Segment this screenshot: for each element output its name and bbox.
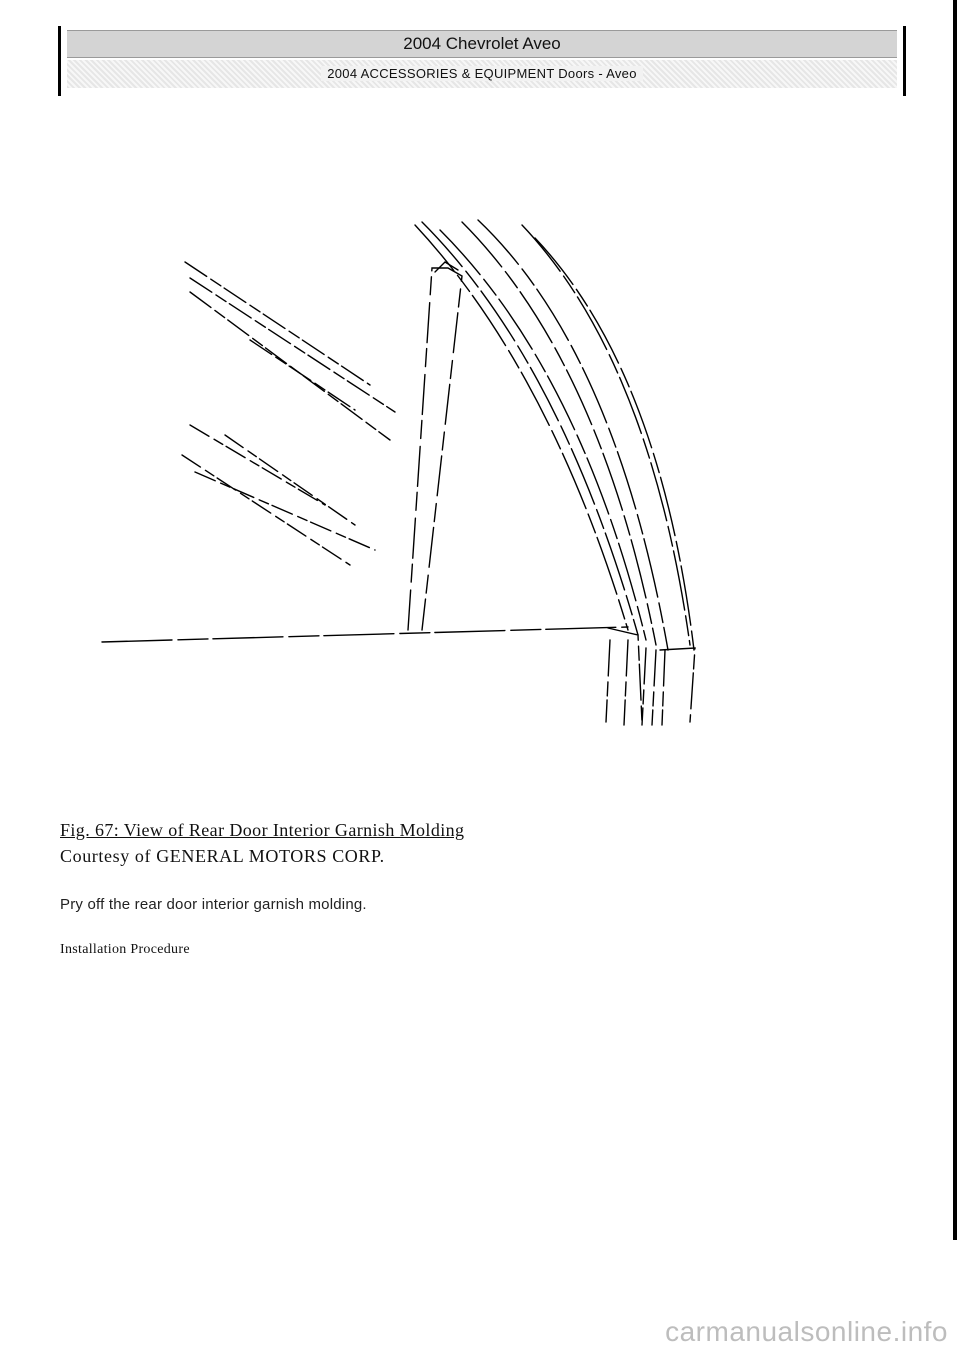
glass-reflection-lines-lower	[182, 425, 375, 565]
figure-caption	[60, 818, 464, 868]
site-watermark: carmanualsonline.info	[665, 1316, 948, 1347]
lower-pillar-lines	[606, 628, 695, 725]
page-header	[58, 26, 906, 96]
section-heading: Installation Procedure	[60, 942, 190, 957]
rear-door-garnish-molding-illustration	[90, 210, 730, 740]
header-subtitle-bar	[67, 60, 897, 88]
figure-caption-title: Fig. 67: View of Rear Door Interior Garnish Molding	[60, 820, 465, 840]
header-subtitle: 2004 ACCESSORIES & EQUIPMENT Doors - Aveo	[321, 66, 643, 81]
door-frame-curves	[415, 220, 694, 650]
figure-caption-credit: Courtesy of GENERAL MOTORS CORP.	[60, 846, 385, 866]
instruction-text: Pry off the rear door interior garnish molding.	[60, 896, 367, 913]
header-title: 2004 Chevrolet Aveo	[67, 30, 897, 58]
page-edge-rule	[953, 0, 957, 1240]
door-belt-line	[102, 627, 628, 642]
glass-reflection-lines-upper	[185, 262, 395, 440]
garnish-molding-outline	[408, 262, 462, 630]
